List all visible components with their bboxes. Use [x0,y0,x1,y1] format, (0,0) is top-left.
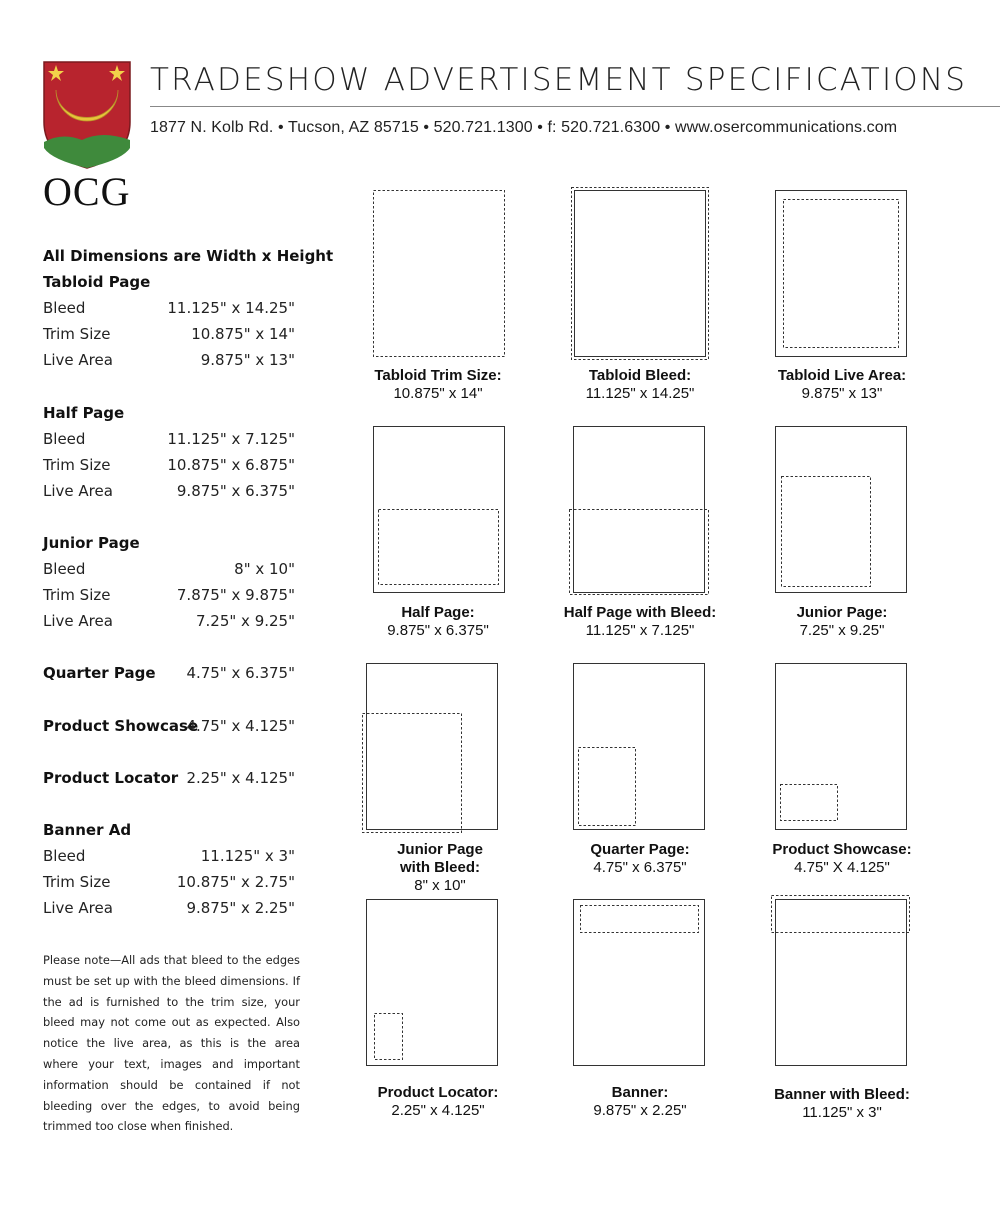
spec-value: 11.125" x 3" [200,847,295,865]
spec-label: Trim Size [43,456,111,474]
junior-live-dashed [782,477,871,587]
half-live-dashed [379,510,499,585]
caption-title: Tabloid Live Area: [777,367,907,384]
spec-value: 10.875" x 6.875" [167,456,295,474]
caption-value: 9.875" x 13" [801,385,883,402]
banner-trim [574,900,705,1066]
caption-title: Banner: [611,1084,669,1101]
spec-label: Product Locator [43,769,179,787]
caption-value: 9.875" x 6.375" [387,622,489,639]
caption-banner-bleed [742,1086,942,1122]
caption-title: Half Page: [401,604,475,621]
showcase-live-dashed [781,785,838,821]
junior-trim [776,427,907,593]
contact-line: 1877 N. Kolb Rd. • Tucson, AZ 85715 • 520.721.1300 • f: 520.721.6300 • www.osercommunications.com [150,119,898,136]
spec-value: 7.25" x 9.25" [195,612,295,630]
locator-live-dashed [375,1014,403,1060]
caption-tabloid-trim [338,367,538,403]
spec-value: 11.125" x 14.25" [167,299,295,317]
spec-label: Live Area [43,612,113,630]
banner-live-dashed [581,906,699,933]
tabloid-live-trim [776,191,907,357]
page-title: TRADESHOW ADVERTISEMENT SPECIFICATIONS [150,62,968,98]
caption-tabloid-live [742,367,942,403]
caption-value: 9.875" x 2.25" [593,1102,687,1119]
showcase-trim [776,664,907,830]
spec-value: 9.875" x 6.375" [176,482,295,500]
tabloid-trim-dashed [374,191,505,357]
caption-value: 11.125" x 3" [802,1104,882,1121]
caption-value: 7.25" x 9.25" [799,622,885,639]
spec-label: Quarter Page [43,664,156,682]
ocg-logo-text: OCG [43,169,131,214]
caption-title: Junior Page: [796,604,888,621]
spec-label: Live Area [43,351,113,369]
half-heading: Half Page [43,404,125,422]
spec-value: 11.125" x 7.125" [167,430,295,448]
banner-bleed-dashed [772,896,910,933]
caption-half-bleed [540,604,740,640]
tabloid-heading: Tabloid Page [43,273,151,291]
bleed-note: Please note—All ads that bleed to the edges must be set up with the bleed dimensions. If the ad is furnished to the trim size, your bleed may not come out as expected. Also notice the live area, as this is the area where your text, images and important information should be contained if not bleeding over the edges, to avoid being trimmed too close when finished. [43,953,300,1134]
junior-heading: Junior Page [43,534,140,552]
caption-locator [338,1084,538,1120]
caption-title: Tabloid Trim Size: [374,367,502,384]
caption-half [338,604,538,640]
half-bleed-dashed [570,510,709,595]
banner-bleed-trim [776,900,907,1066]
spec-value: 8" x 10" [234,560,295,578]
caption-title: Quarter Page: [590,841,690,858]
locator-trim [367,900,498,1066]
spec-label: Bleed [43,299,86,317]
caption-title: Product Locator: [377,1084,499,1101]
caption-junior [742,604,942,640]
junior-bleed-dashed [363,714,462,833]
spec-label: Bleed [43,430,86,448]
quarter-trim [574,664,705,830]
caption-quarter [540,841,740,877]
tabloid-bleed-dashed [572,188,709,360]
spec-label: Trim Size [43,325,111,343]
caption-title: Half Page with Bleed: [563,604,717,621]
spec-label: Product Showcase [43,717,199,735]
caption-title: Banner with Bleed: [774,1086,910,1103]
tabloid-bleed-trim [575,191,706,357]
spec-label: Trim Size [43,586,111,604]
caption-tabloid-bleed [540,367,740,403]
caption-banner [540,1084,740,1120]
caption-value: 2.25" x 4.125" [391,1102,485,1119]
caption-showcase [742,841,942,877]
spec-value: 10.875" x 14" [191,325,295,343]
spec-value: 9.875" x 2.25" [186,899,295,917]
spec-label: Trim Size [43,873,111,891]
caption-value: 4.75" x 6.375" [593,859,687,876]
caption-title: Tabloid Bleed: [588,367,692,384]
spec-value: 10.875" x 2.75" [176,873,295,891]
quarter-live-dashed [579,748,636,826]
caption-value: 11.125" x 7.125" [585,622,695,639]
caption-value: 11.125" x 14.25" [585,385,695,402]
caption-value: 4.75" X 4.125" [794,859,890,876]
caption-value: 8" x 10" [414,877,466,894]
spec-value: 4.75" x 4.125" [186,717,295,735]
banner-heading: Banner Ad [43,821,132,839]
tabloid-live-dashed [784,200,899,348]
caption-title: Junior Page with Bleed: [397,841,483,876]
caption-value: 10.875" x 14" [393,385,483,402]
spec-value: 4.75" x 6.375" [186,664,295,682]
spec-value: 9.875" x 13" [200,351,295,369]
spec-label: Live Area [43,899,113,917]
spec-value: 7.875" x 9.875" [176,586,295,604]
caption-title: Product Showcase: [772,841,912,858]
junior-bleed-trim [367,664,498,830]
spec-label: Live Area [43,482,113,500]
dimensions-intro: All Dimensions are Width x Height [43,247,334,265]
spec-value: 2.25" x 4.125" [186,769,295,787]
spec-label: Bleed [43,560,86,578]
spec-label: Bleed [43,847,86,865]
caption-junior-bleed [340,841,540,895]
